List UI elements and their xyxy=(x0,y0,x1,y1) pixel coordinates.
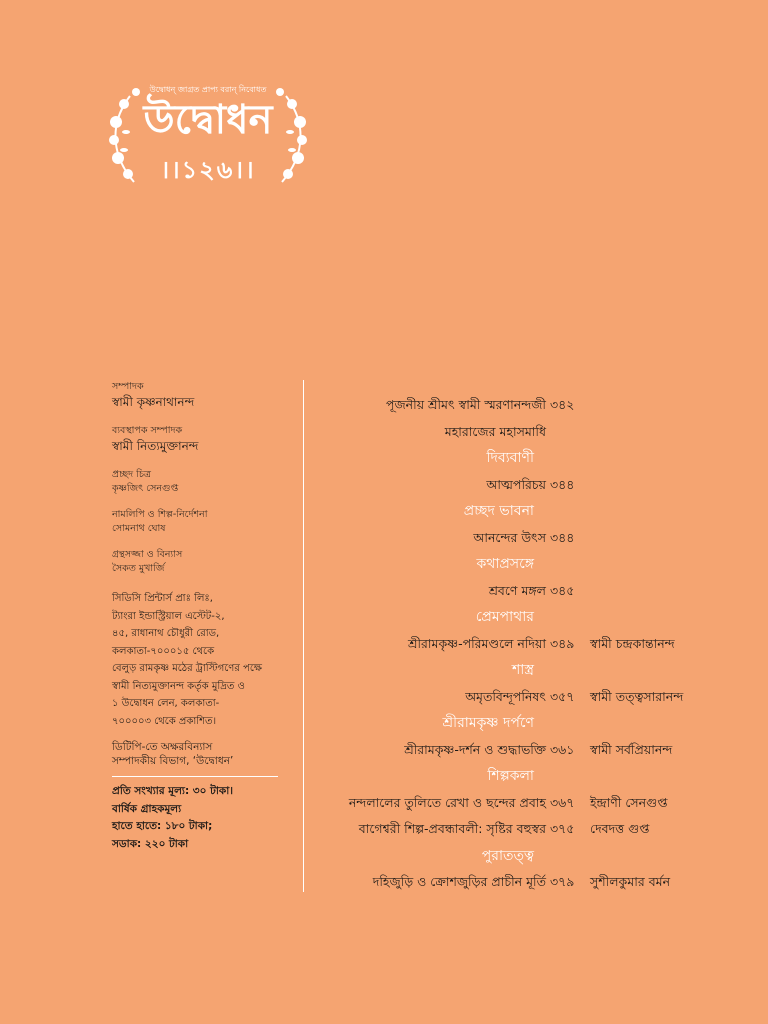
toc-entry-title: আনন্দের উৎস xyxy=(473,529,546,545)
lettering-label: নামলিপি ও শিল্প-নির্দেশনা xyxy=(112,509,208,520)
cover-label: প্রচ্ছদ চিত্র xyxy=(112,469,151,480)
section-title: প্রেমপাথার xyxy=(475,609,534,625)
toc-page-number: ৩৬১ xyxy=(550,741,575,757)
toc-author: ইন্দ্রাণী সেনগুপ্ত xyxy=(590,794,668,810)
masthead-title: উদ্বোধন xyxy=(143,96,273,143)
toc-entry-title: অমৃতবিন্দূপনিষৎ xyxy=(465,688,546,704)
toc-entry[interactable] xyxy=(310,631,750,658)
section-title: শিল্পকলা xyxy=(487,768,534,784)
credits-column xyxy=(112,380,292,853)
toc-section-heading xyxy=(310,498,750,525)
section-title: শ্রীরামকৃষ্ণ দর্পণে xyxy=(442,715,534,731)
toc-section-heading xyxy=(310,843,750,870)
toc-author: স্বামী তত্ত্বসারানন্দ xyxy=(590,688,684,704)
lettering-artist: সোমনাথ ঘোষ xyxy=(112,523,166,534)
dtp-line: ডিটিপি-তে অক্ষরবিন্যাস xyxy=(112,741,213,753)
price-line: বার্ষিক গ্রাহকমূল্য xyxy=(112,802,182,815)
printer-line: কলকাতা-৭০০০১৫ থেকে xyxy=(112,645,215,657)
divider xyxy=(112,776,278,777)
toc-section-heading xyxy=(310,710,750,737)
toc-entry-title: বাগেশ্বরী শিল্প-প্রবন্ধাবলী: সৃষ্টির বহুস্বর xyxy=(358,821,546,836)
toc-section-heading xyxy=(310,445,750,472)
toc-entry[interactable] xyxy=(310,869,750,896)
editor-label: সম্পাদক xyxy=(112,381,144,392)
masthead-logo xyxy=(108,82,308,194)
toc-entry-title: দহিজুড়ি ও ক্রোশজুড়ির প্রাচীন মূর্তি xyxy=(372,874,546,889)
toc-entry-title: নন্দলালের তুলিতে রেখা ও ছন্দের প্রবাহ xyxy=(348,794,546,810)
toc-entry[interactable] xyxy=(310,578,750,605)
toc-page-number: ৩৪৪ xyxy=(550,476,575,492)
editor-name: স্বামী কৃষ্ণনাথানন্দ xyxy=(112,395,195,409)
printer-line: ট্যাংরা ইন্ডাস্ট্রিয়াল এস্টেট-২, xyxy=(112,610,225,622)
masthead-tagline: উদ্বোধন্ জাগ্রত প্রাপ্য বরান্ নিবোধত xyxy=(149,85,267,94)
toc-entry-title: মহারাজের মহাসমাধি xyxy=(444,423,546,439)
column-divider xyxy=(303,380,304,892)
toc-page-number: ৩৪২ xyxy=(550,397,575,412)
section-title: শাস্ত্র xyxy=(512,662,534,678)
toc-entry[interactable] xyxy=(310,419,750,446)
managing-editor-label: ব্যবস্থাপক সম্পাদক xyxy=(112,425,183,436)
toc-entry-title: শ্রীরামকৃষ্ণ-পরিমণ্ডলে নদিয়া xyxy=(408,635,546,651)
toc-entry[interactable] xyxy=(310,790,750,817)
toc-entry-title: পূজনীয় শ্রীমৎ স্বামী স্মরণানন্দজী xyxy=(385,397,546,412)
masthead-issue-number: ।।১২৬।। xyxy=(160,156,256,184)
toc-page-number: ৩৭৫ xyxy=(550,821,575,836)
toc-entry[interactable] xyxy=(310,737,750,764)
dtp-line: সম্পাদকীয় বিভাগ, ‘উদ্বোধন’ xyxy=(112,755,234,767)
toc-page-number: ৩৪৯ xyxy=(550,635,575,651)
toc-author: স্বামী সর্বপ্রিয়ানন্দ xyxy=(590,741,673,757)
printer-line: ৪৫, রাধানাথ চৌধুরী রোড, xyxy=(112,628,220,639)
toc-entry[interactable] xyxy=(310,525,750,552)
toc-entry-title: শ্রীরামকৃষ্ণ-দর্শন ও শুদ্ধাভক্তি xyxy=(404,741,546,757)
price-line: প্রতি সংখ্যার মূল্য: ৩০ টাকা। xyxy=(112,785,234,797)
design-artist: সৈকত মুখার্জি xyxy=(112,563,165,574)
toc-entry[interactable] xyxy=(310,684,750,711)
toc-section-heading xyxy=(310,763,750,790)
printer-line: ১ উদ্বোধন লেন, কলকাতা- xyxy=(112,698,220,709)
printer-line: স্বামী নিত্যমুক্তানন্দ কর্তৃক মুদ্রিত ও xyxy=(112,680,245,692)
toc-section-heading xyxy=(310,657,750,684)
printer-line: বেলুড় রামকৃষ্ণ মঠের ট্রাস্টিগণের পক্ষে xyxy=(112,663,262,674)
toc-entry[interactable] xyxy=(310,392,750,419)
printer-line: ৭০০০০৩ থেকে প্রকাশিত। xyxy=(112,715,217,727)
section-title: পুরাতত্ত্ব xyxy=(481,847,534,864)
toc-entry[interactable] xyxy=(310,816,750,843)
toc-entry-title: শ্রবণে মঙ্গল xyxy=(488,582,546,598)
table-of-contents xyxy=(310,392,750,896)
toc-page-number: ৩৫৭ xyxy=(550,688,575,704)
section-title: দিব্যবাণী xyxy=(486,450,534,466)
price-line: হাতে হাতে: ১৮০ টাকা; xyxy=(112,820,213,832)
toc-page-number: ৩৪৪ xyxy=(550,529,575,545)
cover-artist: কৃষ্ণজিৎ সেনগুপ্ত xyxy=(112,483,179,494)
toc-entry[interactable] xyxy=(310,472,750,499)
printer-info xyxy=(112,590,292,730)
toc-author: সুশীলকুমার বর্মন xyxy=(590,874,671,889)
price-info xyxy=(112,783,292,853)
managing-editor-name: স্বামী নিত্যমুক্তানন্দ xyxy=(112,439,199,453)
section-title: প্রচ্ছদ ভাবনা xyxy=(463,503,534,519)
toc-page-number: ৩৭৯ xyxy=(550,874,575,889)
toc-section-heading xyxy=(310,551,750,578)
toc-page-number: ৩৪৫ xyxy=(550,582,575,598)
section-title: কথাপ্রসঙ্গে xyxy=(476,556,534,572)
toc-section-heading xyxy=(310,604,750,631)
printer-line: সিডিসি প্রিন্টার্স প্রাঃ লিঃ, xyxy=(112,593,213,604)
design-label: গ্রন্থসজ্জা ও বিন্যাস xyxy=(112,549,183,560)
toc-author: স্বামী চন্দ্রকান্তানন্দ xyxy=(590,635,675,651)
dtp-info xyxy=(112,740,292,768)
toc-entry-title: আত্মপরিচয় xyxy=(486,476,546,492)
toc-page-number: ৩৬৭ xyxy=(550,794,575,810)
toc-author: দেবদত্ত গুপ্ত xyxy=(590,821,650,836)
price-line: সডাক: ২২০ টাকা xyxy=(112,837,189,850)
